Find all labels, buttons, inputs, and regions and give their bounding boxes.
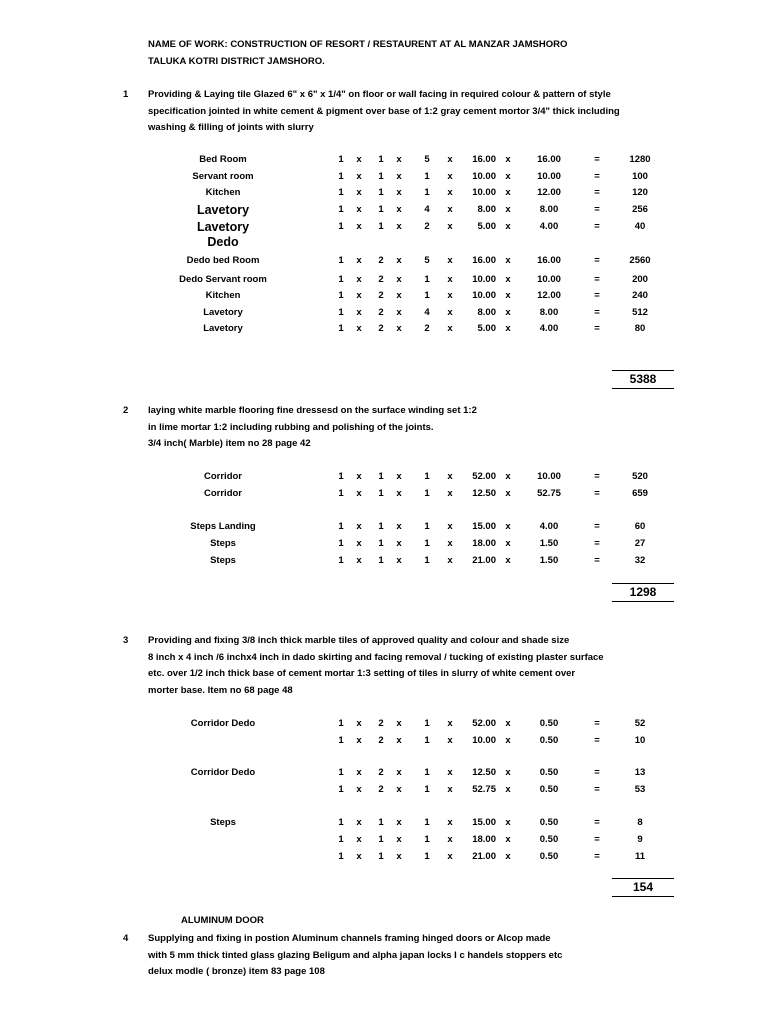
equals-sign: = [594, 817, 600, 828]
times-sign: x [396, 307, 402, 318]
factor-a: 1 [338, 274, 344, 285]
length-value: 16.00 [472, 154, 496, 165]
times-sign: x [505, 290, 511, 301]
width-value: 0.50 [539, 767, 559, 778]
times-sign: x [356, 488, 362, 499]
width-value: 10.00 [537, 471, 561, 482]
item-number: 4 [123, 933, 129, 944]
times-sign: x [396, 555, 402, 566]
times-sign: x [356, 555, 362, 566]
factor-b: 2 [378, 735, 384, 746]
times-sign: x [505, 817, 511, 828]
factor-b: 2 [378, 290, 384, 301]
equals-sign: = [594, 784, 600, 795]
factor-c: 5 [424, 154, 430, 165]
length-value: 10.00 [472, 274, 496, 285]
times-sign: x [505, 555, 511, 566]
times-sign: x [447, 488, 453, 499]
width-value: 12.00 [537, 290, 561, 301]
factor-a: 1 [338, 187, 344, 198]
row-label: Dedo bed Room [186, 255, 260, 266]
factor-c: 1 [424, 521, 430, 532]
result-value: 8 [637, 817, 643, 828]
times-sign: x [356, 255, 362, 266]
times-sign: x [396, 274, 402, 285]
row-label: Corridor Dedo [190, 767, 256, 778]
equals-sign: = [594, 274, 600, 285]
times-sign: x [356, 834, 362, 845]
result-value: 1280 [629, 154, 651, 165]
times-sign: x [505, 255, 511, 266]
times-sign: x [505, 187, 511, 198]
equals-sign: = [594, 521, 600, 532]
times-sign: x [356, 521, 362, 532]
times-sign: x [356, 767, 362, 778]
times-sign: x [396, 221, 402, 232]
factor-a: 1 [338, 538, 344, 549]
equals-sign: = [594, 255, 600, 266]
factor-c: 1 [424, 767, 430, 778]
times-sign: x [447, 471, 453, 482]
factor-a: 1 [338, 488, 344, 499]
factor-b: 2 [378, 255, 384, 266]
factor-b: 1 [378, 521, 384, 532]
times-sign: x [505, 221, 511, 232]
length-value: 10.00 [472, 171, 496, 182]
times-sign: x [396, 154, 402, 165]
result-value: 256 [632, 204, 648, 215]
equals-sign: = [594, 538, 600, 549]
factor-a: 1 [338, 171, 344, 182]
width-value: 12.00 [537, 187, 561, 198]
times-sign: x [396, 521, 402, 532]
result-value: 32 [634, 555, 646, 566]
item-description-line: Providing and fixing 3/8 inch thick marble tiles of approved quality and colour and shade size [148, 635, 570, 646]
factor-b: 2 [378, 718, 384, 729]
times-sign: x [356, 274, 362, 285]
factor-a: 1 [338, 221, 344, 232]
times-sign: x [356, 471, 362, 482]
factor-b: 1 [378, 171, 384, 182]
factor-c: 1 [424, 851, 430, 862]
length-value: 5.00 [477, 323, 496, 334]
item-description-line: specification jointed in white cement & pigment over base of 1:2 gray cement mortor 3/4" thick including [148, 105, 620, 117]
times-sign: x [356, 718, 362, 729]
row-label: Kitchen [205, 187, 241, 198]
factor-c: 1 [424, 718, 430, 729]
factor-a: 1 [338, 817, 344, 828]
length-value: 5.00 [477, 221, 496, 232]
times-sign: x [505, 274, 511, 285]
times-sign: x [396, 488, 402, 499]
length-value: 15.00 [472, 817, 496, 828]
result-value: 53 [634, 784, 646, 795]
equals-sign: = [594, 555, 600, 566]
times-sign: x [505, 538, 511, 549]
row-label: Kitchen [205, 290, 241, 301]
times-sign: x [447, 521, 453, 532]
factor-b: 2 [378, 784, 384, 795]
width-value: 4.00 [539, 221, 559, 232]
result-value: 512 [632, 307, 648, 318]
times-sign: x [447, 851, 453, 862]
times-sign: x [447, 817, 453, 828]
factor-c: 1 [424, 817, 430, 828]
times-sign: x [396, 290, 402, 301]
times-sign: x [356, 307, 362, 318]
item-total: 154 [612, 878, 674, 897]
equals-sign: = [594, 290, 600, 301]
length-value: 12.50 [472, 488, 496, 499]
times-sign: x [356, 221, 362, 232]
item-total: 5388 [612, 370, 674, 389]
row-label: Lavetory [196, 203, 250, 217]
factor-a: 1 [338, 767, 344, 778]
equals-sign: = [594, 767, 600, 778]
factor-c: 1 [424, 538, 430, 549]
length-value: 18.00 [472, 538, 496, 549]
width-value: 4.00 [539, 521, 559, 532]
times-sign: x [447, 307, 453, 318]
times-sign: x [447, 834, 453, 845]
equals-sign: = [594, 834, 600, 845]
factor-c: 1 [424, 187, 430, 198]
factor-b: 1 [378, 471, 384, 482]
row-label: Steps [210, 538, 236, 549]
times-sign: x [356, 735, 362, 746]
factor-c: 2 [424, 323, 430, 334]
result-value: 520 [632, 471, 648, 482]
times-sign: x [396, 767, 402, 778]
factor-a: 1 [338, 154, 344, 165]
times-sign: x [505, 521, 511, 532]
width-value: 8.00 [539, 204, 559, 215]
times-sign: x [447, 221, 453, 232]
factor-b: 1 [378, 538, 384, 549]
times-sign: x [396, 471, 402, 482]
factor-b: 1 [378, 488, 384, 499]
times-sign: x [505, 471, 511, 482]
factor-c: 1 [424, 290, 430, 301]
times-sign: x [447, 555, 453, 566]
equals-sign: = [594, 718, 600, 729]
equals-sign: = [594, 171, 600, 182]
factor-c: 1 [424, 171, 430, 182]
equals-sign: = [594, 851, 600, 862]
width-value: 4.00 [539, 323, 559, 334]
factor-a: 1 [338, 718, 344, 729]
factor-a: 1 [338, 204, 344, 215]
item-description-line: morter base. Item no 68 page 48 [148, 684, 293, 696]
times-sign: x [356, 171, 362, 182]
times-sign: x [396, 834, 402, 845]
row-label: Dedo [207, 235, 239, 249]
item-number: 3 [123, 635, 129, 646]
factor-b: 1 [378, 221, 384, 232]
width-value: 52.75 [537, 488, 561, 499]
times-sign: x [396, 204, 402, 215]
width-value: 0.50 [539, 834, 559, 845]
row-label: Corridor [204, 471, 242, 482]
width-value: 0.50 [539, 718, 559, 729]
equals-sign: = [594, 154, 600, 165]
item-description-line: 3/4 inch( Marble) item no 28 page 42 [148, 438, 311, 449]
factor-b: 1 [378, 154, 384, 165]
result-value: 120 [632, 187, 648, 198]
equals-sign: = [594, 735, 600, 746]
equals-sign: = [594, 204, 600, 215]
result-value: 200 [632, 274, 648, 285]
item-description-line: Supplying and fixing in postion Aluminum channels framing hinged doors or Alcop made [148, 933, 551, 944]
length-value: 8.00 [477, 204, 496, 215]
times-sign: x [356, 817, 362, 828]
times-sign: x [447, 187, 453, 198]
factor-a: 1 [338, 307, 344, 318]
factor-a: 1 [338, 521, 344, 532]
times-sign: x [505, 488, 511, 499]
factor-b: 2 [378, 767, 384, 778]
factor-c: 5 [424, 255, 430, 266]
result-value: 13 [634, 767, 646, 778]
factor-b: 1 [378, 555, 384, 566]
item-description-line: delux modle ( bronze) item 83 page 108 [148, 966, 325, 977]
row-label: Lavetory [203, 323, 243, 334]
times-sign: x [356, 204, 362, 215]
item-description-line: in lime mortar 1:2 including rubbing and polishing of the joints. [148, 421, 434, 433]
times-sign: x [356, 323, 362, 334]
item-number: 2 [123, 405, 129, 416]
width-value: 10.00 [537, 274, 561, 285]
length-value: 16.00 [472, 255, 496, 266]
row-label: Steps [210, 817, 236, 828]
result-value: 240 [632, 290, 648, 301]
result-value: 100 [632, 171, 648, 182]
times-sign: x [505, 784, 511, 795]
factor-c: 1 [424, 274, 430, 285]
row-label: Steps [210, 555, 236, 566]
length-value: 52.00 [472, 471, 496, 482]
factor-a: 1 [338, 471, 344, 482]
factor-a: 1 [338, 735, 344, 746]
width-value: 16.00 [537, 154, 561, 165]
factor-b: 1 [378, 851, 384, 862]
length-value: 18.00 [472, 834, 496, 845]
result-value: 27 [634, 538, 646, 549]
times-sign: x [396, 784, 402, 795]
equals-sign: = [594, 488, 600, 499]
factor-a: 1 [338, 784, 344, 795]
work-location: TALUKA KOTRI DISTRICT JAMSHORO. [148, 56, 325, 67]
width-value: 1.50 [539, 538, 559, 549]
item-total: 1298 [612, 583, 674, 602]
result-value: 40 [634, 221, 646, 232]
times-sign: x [447, 255, 453, 266]
factor-b: 1 [378, 817, 384, 828]
factor-b: 1 [378, 204, 384, 215]
width-value: 0.50 [539, 851, 559, 862]
factor-c: 4 [424, 307, 430, 318]
length-value: 52.75 [472, 784, 496, 795]
item-description-line: laying white marble flooring fine dressesd on the surface winding set 1:2 [148, 405, 477, 416]
times-sign: x [396, 538, 402, 549]
times-sign: x [356, 851, 362, 862]
row-label: Lavetory [203, 307, 243, 318]
times-sign: x [447, 154, 453, 165]
times-sign: x [505, 834, 511, 845]
times-sign: x [505, 735, 511, 746]
equals-sign: = [594, 323, 600, 334]
factor-a: 1 [338, 555, 344, 566]
factor-b: 1 [378, 187, 384, 198]
row-label: Steps Landing [190, 521, 256, 532]
times-sign: x [505, 767, 511, 778]
length-value: 52.00 [472, 718, 496, 729]
equals-sign: = [594, 221, 600, 232]
row-label: Corridor Dedo [190, 718, 256, 729]
equals-sign: = [594, 187, 600, 198]
work-title: NAME OF WORK: CONSTRUCTION OF RESORT / RESTAURENT AT AL MANZAR JAMSHORO [148, 39, 568, 50]
factor-b: 1 [378, 834, 384, 845]
factor-b: 2 [378, 323, 384, 334]
result-value: 9 [637, 834, 643, 845]
row-label: Lavetory [196, 220, 250, 234]
item-description-line: washing & filling of joints with slurry [148, 122, 314, 133]
times-sign: x [447, 274, 453, 285]
factor-b: 2 [378, 274, 384, 285]
times-sign: x [505, 718, 511, 729]
times-sign: x [396, 735, 402, 746]
width-value: 0.50 [539, 784, 559, 795]
times-sign: x [447, 290, 453, 301]
equals-sign: = [594, 307, 600, 318]
times-sign: x [447, 718, 453, 729]
times-sign: x [356, 187, 362, 198]
times-sign: x [505, 851, 511, 862]
factor-a: 1 [338, 851, 344, 862]
times-sign: x [447, 784, 453, 795]
times-sign: x [505, 323, 511, 334]
length-value: 21.00 [472, 851, 496, 862]
times-sign: x [447, 171, 453, 182]
item-description-line: 8 inch x 4 inch /6 inchx4 inch in dado skirting and facing removal / tucking of existing plaster surface [148, 651, 604, 663]
factor-c: 1 [424, 735, 430, 746]
times-sign: x [505, 204, 511, 215]
length-value: 12.50 [472, 767, 496, 778]
result-value: 11 [634, 851, 646, 862]
item-number: 1 [123, 89, 129, 100]
equals-sign: = [594, 471, 600, 482]
width-value: 8.00 [539, 307, 559, 318]
factor-c: 2 [424, 221, 430, 232]
result-value: 2560 [629, 255, 651, 266]
result-value: 60 [634, 521, 646, 532]
times-sign: x [447, 323, 453, 334]
item-description-line: Providing & Laying tile Glazed 6" x 6" x 1/4" on floor or wall facing in required colour & pattern of style [148, 89, 611, 100]
length-value: 8.00 [477, 307, 496, 318]
factor-c: 4 [424, 204, 430, 215]
width-value: 10.00 [537, 171, 561, 182]
length-value: 21.00 [472, 555, 496, 566]
times-sign: x [447, 204, 453, 215]
times-sign: x [505, 171, 511, 182]
row-label: Servant room [192, 171, 254, 182]
factor-a: 1 [338, 255, 344, 266]
times-sign: x [396, 718, 402, 729]
times-sign: x [396, 171, 402, 182]
result-value: 80 [634, 323, 646, 334]
length-value: 15.00 [472, 521, 496, 532]
row-label: Dedo Servant room [179, 274, 267, 285]
factor-a: 1 [338, 323, 344, 334]
item-description-line: with 5 mm thick tinted glass glazing Beligum and alpha japan locks I c handels stoppers etc [148, 949, 563, 961]
times-sign: x [447, 735, 453, 746]
factor-b: 2 [378, 307, 384, 318]
width-value: 16.00 [537, 255, 561, 266]
times-sign: x [505, 307, 511, 318]
times-sign: x [447, 538, 453, 549]
times-sign: x [356, 154, 362, 165]
row-label: Bed Room [199, 154, 247, 165]
factor-a: 1 [338, 290, 344, 301]
length-value: 10.00 [472, 290, 496, 301]
row-label: Corridor [204, 488, 242, 499]
times-sign: x [396, 187, 402, 198]
result-value: 52 [634, 718, 646, 729]
width-value: 0.50 [539, 817, 559, 828]
factor-c: 1 [424, 555, 430, 566]
width-value: 0.50 [539, 735, 559, 746]
times-sign: x [447, 767, 453, 778]
factor-c: 1 [424, 488, 430, 499]
times-sign: x [396, 255, 402, 266]
times-sign: x [356, 290, 362, 301]
times-sign: x [396, 817, 402, 828]
times-sign: x [356, 538, 362, 549]
times-sign: x [396, 323, 402, 334]
item-description-line: etc. over 1/2 inch thick base of cement mortar 1:3 setting of tiles in slurry of white cement over [148, 668, 576, 679]
times-sign: x [396, 851, 402, 862]
item-heading: ALUMINUM DOOR [181, 915, 264, 926]
factor-c: 1 [424, 471, 430, 482]
result-value: 659 [632, 488, 648, 499]
factor-c: 1 [424, 834, 430, 845]
times-sign: x [356, 784, 362, 795]
factor-a: 1 [338, 834, 344, 845]
result-value: 10 [634, 735, 646, 746]
factor-c: 1 [424, 784, 430, 795]
length-value: 10.00 [472, 187, 496, 198]
width-value: 1.50 [539, 555, 559, 566]
length-value: 10.00 [472, 735, 496, 746]
times-sign: x [505, 154, 511, 165]
